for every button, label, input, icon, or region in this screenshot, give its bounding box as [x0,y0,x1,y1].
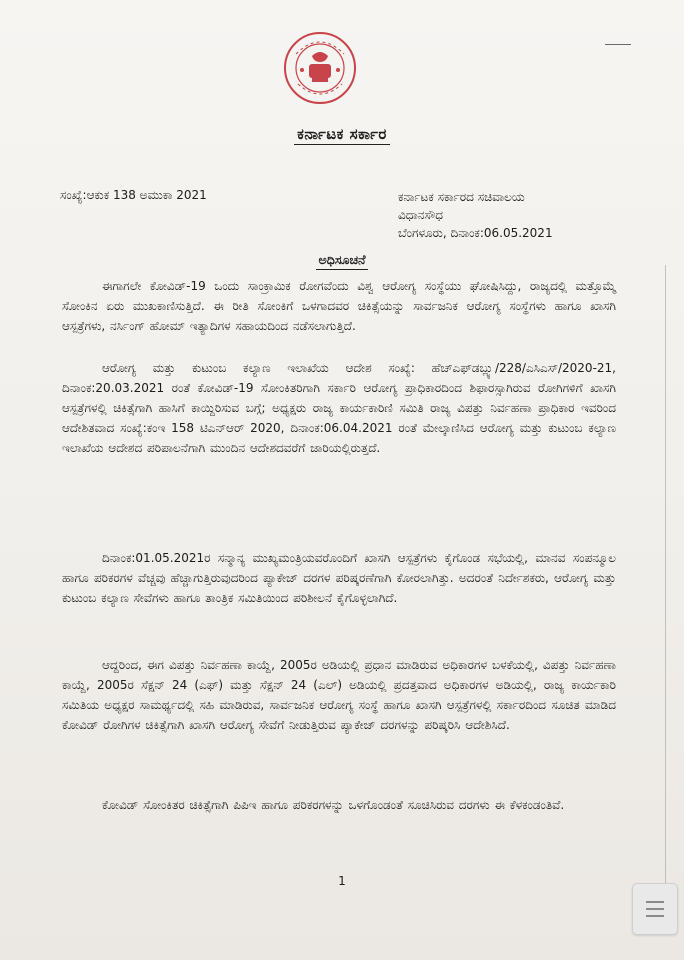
office-line-place-date: ಬೆಂಗಳೂರು, ದಿನಾಂಕ:06.05.2021 [398,226,553,240]
office-line-secretariat: ಕರ್ನಾಟಕ ಸರ್ಕಾರದ ಸಚಿವಾಲಯ [398,190,525,204]
government-seal-logo [282,30,358,106]
scan-mark [605,44,631,45]
office-line-vidhana-soudha: ವಿಧಾನಸೌಧ [398,208,443,222]
hamburger-menu-icon[interactable] [632,883,678,935]
document-title: ಕರ್ನಾಟಕ ಸರ್ಕಾರ [294,125,390,145]
page-number: 1 [338,874,346,888]
reference-number: ಸಂಖ್ಯೆ:ಆಕುಕ 138 ಅಮುಕಾ 2021 [60,188,207,202]
paragraph-4: ಆದ್ದರಿಂದ, ಈಗ ವಿಪತ್ತು ನಿರ್ವಹಣಾ ಕಾಯ್ದೆ, 2005ರ ಅಡಿಯಲ್ಲಿ ಪ್ರಧಾನ ಮಾಡಿರುವ ಅಧಿಕಾರಗಳ ಬಳಕೆಯಲ್ಲಿ, ವಿಪತ್ತು ನಿರ್ವಹಣಾ ಕಾಯ್ದೆ, 2005ರ ಸೆಕ್ಷನ್ 24 (ಎಫ್) ಮತ್ತು ಸೆಕ್ಷನ್ 24 (ಎಲ್) ಅಡಿಯಲ್ಲಿ ಪ್ರದತ್ತವಾದ ಅಧಿಕಾರಗಳ ಅಡಿಯಲ್ಲಿ, ರಾಜ್ಯ ಕಾರ್ಯಕಾರಿ ಸಮಿತಿಯ ಅಧ್ಯಕ್ಷರ ಸಾಮರ್ಥ್ಯದಲ್ಲಿ ಸಹಿ ಮಾಡಿರುವ, ಸಾರ್ವಜನಿಕ ಆರೋಗ್ಯ ಸಂಸ್ಥೆ ಹಾಗೂ ಖಾಸಗಿ ಆಸ್ಪತ್ರೆಗಳಲ್ಲಿ ಸರ್ಕಾರದಿಂದ ಸೂಚಿತ ಮಾಡಿದ ಕೋವಿಡ್ ರೋಗಿಗಳ ಚಿಕಿತ್ಸೆಗಾಗಿ ಖಾಸಗಿ ಆರೋಗ್ಯ ಸೇವೆಗೆ ನೀಡುತ್ತಿರುವ ಪ್ಯಾಕೇಜ್ ದರಗಳನ್ನು ಪರಿಷ್ಕರಿಸಿ ಆದೇಶಿಸಿದೆ. [62,658,616,732]
paragraph-5: ಕೋವಿಡ್ ಸೋಂಕಿತರ ಚಿಕಿತ್ಸೆಗಾಗಿ ಪಿಪಿಇ ಹಾಗೂ ಪರಿಕರಗಳನ್ನು ಒಳಗೊಂಡಂತೆ ಸೂಚಿಸಿರುವ ದರಗಳು ಈ ಕೆಳಕಂಡಂತಿವೆ. [102,798,565,812]
notification-heading: ಅಧಿಸೂಚನೆ [316,252,369,270]
paragraph-1: ಈಗಾಗಲೇ ಕೋವಿಡ್-19 ಒಂದು ಸಾಂಕ್ರಾಮಿಕ ರೋಗವೆಂದು ವಿಶ್ವ ಆರೋಗ್ಯ ಸಂಸ್ಥೆಯು ಘೋಷಿಸಿದ್ದು, ರಾಜ್ಯದಲ್ಲಿ ಮತ್ತೊಮ್ಮೆ ಸೋಂಕಿನ ಏರು ಮುಖಕಾಣಿಸುತ್ತಿದೆ. ಈ ರೀತಿ ಸೋಂಕಿಗೆ ಒಳಗಾದವರ ಚಿಕಿತ್ಸೆಯನ್ನು ಸಾರ್ವಜನಿಕ ಆರೋಗ್ಯ ಸಂಸ್ಥೆಗಳು ಹಾಗೂ ಖಾಸಗಿ ಆಸ್ಪತ್ರೆಗಳು, ನರ್ಸಿಂಗ್ ಹೋಮ್ ಇತ್ಯಾದಿಗಳ ಸಹಾಯದಿಂದ ನಡೆಸಲಾಗುತ್ತಿದೆ. [62,279,616,333]
page-fold-line [665,265,666,885]
office-address-block [398,188,553,242]
paragraph-2: ಆರೋಗ್ಯ ಮತ್ತು ಕುಟುಂಬ ಕಲ್ಯಾಣ ಇಲಾಖೆಯ ಆದೇಶ ಸಂಖ್ಯೆ: ಹೆಚ್‌ಎಫ್‌ಡಬ್ಲ್ಯು/228/ಎಸಿಎಸ್/2020-21, ದಿನಾಂಕ:20.03.2021 ರಂತೆ ಕೋವಿಡ್-19 ಸೋಂಕಿತರಿಗಾಗಿ ಸರ್ಕಾರಿ ಆರೋಗ್ಯ ಪ್ರಾಧಿಕಾರದಿಂದ ಶಿಫಾರಸ್ಸಾಗಿರುವ ರೋಗಿಗಳಿಗೆ ಖಾಸಗಿ ಆಸ್ಪತ್ರೆಗಳಲ್ಲಿ ಚಿಕಿತ್ಸೆಗಾಗಿ ಹಾಸಿಗೆ ಕಾಯ್ದಿರಿಸುವ ಬಗ್ಗೆ; ಅಧ್ಯಕ್ಷರು ರಾಜ್ಯ ಕಾರ್ಯಕಾರಿಣಿ ಸಮಿತಿ ರಾಜ್ಯ ವಿಪತ್ತು ನಿರ್ವಹಣಾ ಪ್ರಾಧಿಕಾರ ಇವರಿಂದ ಆದೇಶಿತವಾದ ಸಂಖ್ಯೆ:ಕಂಇ 158 ಟಿಎನ್‌ಆರ್ 2020, ದಿನಾಂಕ:06.04.2021 ರಂತೆ ಮೇಲ್ಕಾಣಿಸಿದ ಆರೋಗ್ಯ ಮತ್ತು ಕುಟುಂಬ ಕಲ್ಯಾಣ ಇಲಾಖೆಯ ಆದೇಶದ ಪರಿಪಾಲನೆಗಾಗಿ ಮುಂದಿನ ಆದೇಶದವರೆಗೆ ಜಾರಿಯಲ್ಲಿರುತ್ತದೆ. [62,361,616,455]
paragraph-3: ದಿನಾಂಕ:01.05.2021ರ ಸನ್ಮಾನ್ಯ ಮುಖ್ಯಮಂತ್ರಿಯವರೊಂದಿಗೆ ಖಾಸಗಿ ಆಸ್ಪತ್ರೆಗಳು ಕೈಗೊಂಡ ಸಭೆಯಲ್ಲಿ, ಮಾನವ ಸಂಪನ್ಮೂಲ ಹಾಗೂ ಪರಿಕರಗಳ ವೆಚ್ಚವು ಹೆಚ್ಚಾಗುತ್ತಿರುವುದರಿಂದ ಪ್ಯಾಕೇಜ್ ದರಗಳ ಪರಿಷ್ಕರಣೆಗಾಗಿ ಕೋರಲಾಗಿತ್ತು. ಅದರಂತೆ ನಿರ್ದೇಶಕರು, ಆರೋಗ್ಯ ಮತ್ತು ಕುಟುಂಬ ಕಲ್ಯಾಣ ಸೇವೆಗಳು ಹಾಗೂ ತಾಂತ್ರಿಕ ಸಮಿತಿಯಿಂದ ಪರಿಶೀಲನೆ ಕೈಗೊಳ್ಳಲಾಗಿದೆ. [62,551,616,605]
